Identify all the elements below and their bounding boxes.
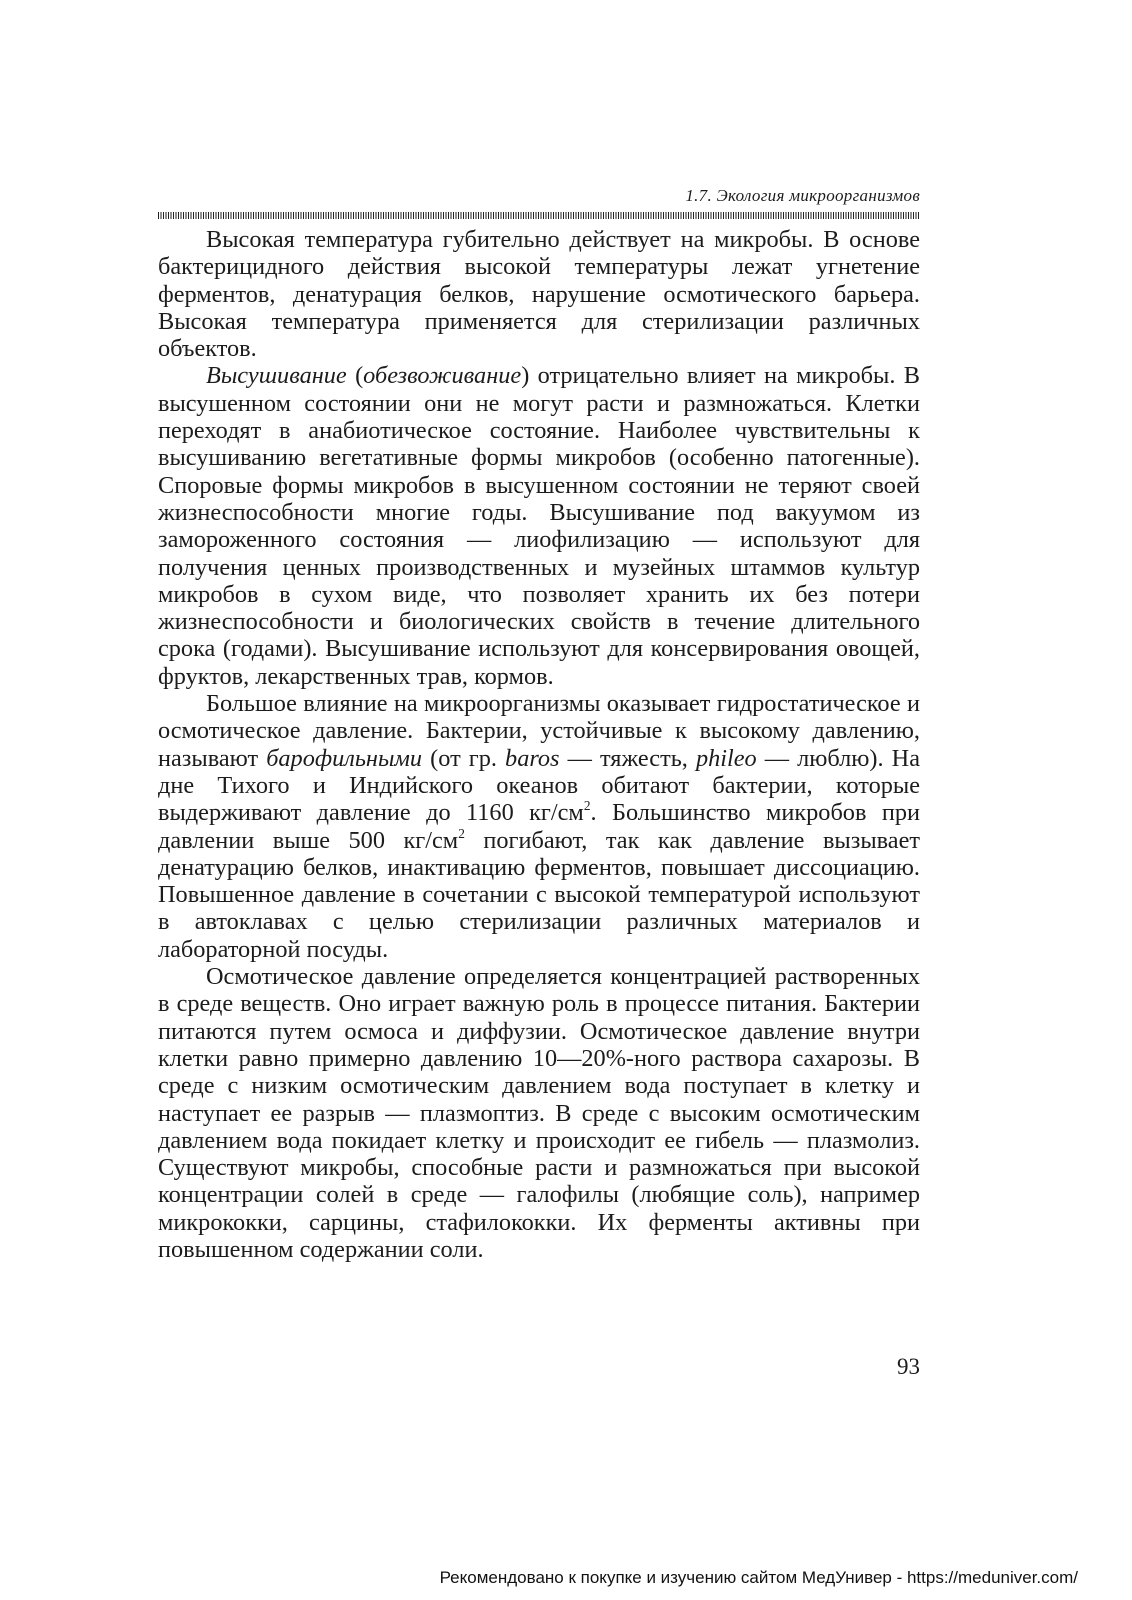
paragraph-high-temperature: Высокая температура губительно действует на микробы. В основе бактерицидного действия высокой температуры лежат угнетение ферментов, денатурация белков, нарушение осмотического барьера. Высокая температура применяется для стерилизации различных объектов.: [158, 226, 920, 363]
page-number: 93: [897, 1354, 920, 1379]
paragraph-osmotic: Осмотическое давление определяется концентрацией растворенных в среде веществ. Оно играет важную роль в процессе питания. Бактерии питаются путем осмоса и диффузии. Осмотическое давление внутри клетки равно примерно давлению 10—20%-ного раствора сахарозы. В среде с низким осмотическим давлением вода поступает в клетку и наступает ее разрыв — плазмоптиз. В среде с высоким осмотическим давлением вода покидает клетку и происходит ее гибель — плазмолиз. Существуют микробы, способные расти и размножаться при высокой концентрации солей в среде — галофилы (любящие соль), например микрококки, сарцины, стафилококки. Их ферменты активны при повышенном содержании соли.: [158, 963, 920, 1263]
text-fragment: — тяжесть,: [559, 744, 696, 772]
term-barophilic: барофильными: [266, 744, 423, 772]
paragraph-pressure: [158, 690, 920, 963]
running-head: 1.7. Экология микроорганизмов: [685, 186, 920, 205]
greek-word-phileo: phileo: [695, 744, 757, 772]
footer-note: Рекомендовано к покупке и изучению сайтом МедУнивер - https://meduniver.com/: [439, 1568, 1078, 1587]
superscript: 2: [458, 825, 465, 841]
header-rule: [158, 212, 920, 219]
text-fragment: Большое влияние на микроорганизмы оказывает гидростатическое и осмотическое давление. Бактерии, устойчивые к высокому давлению, называют: [158, 690, 920, 772]
term-drying: Высушивание: [206, 362, 347, 390]
paragraph-drying: [158, 362, 920, 690]
text-fragment: . Большинство микробов при давлении выше 500 кг/см: [158, 799, 920, 854]
greek-word-baros: baros: [505, 744, 560, 772]
main-text: [158, 226, 920, 1263]
superscript: 2: [583, 798, 591, 814]
text-fragment: — люблю). На дне Тихого и Индийского океанов обитают бактерии, которые выдерживают давление до 1160 кг/см: [158, 744, 921, 827]
text-fragment: погибают, так как давление вызывает денатурацию белков, инактивацию ферментов, повышает диссоциацию. Повышенное давление в сочетании с высокой температурой используют в автоклавах с целью стерилизации различных материалов и лабораторной посуды.: [158, 826, 920, 963]
term-dehydration: обезвоживание: [363, 362, 522, 390]
text-fragment: (от гр.: [422, 744, 506, 772]
text-fragment: ) отрицательно влияет на микробы. В высушенном состоянии они не могут расти и размножаться. Клетки переходят в анабиотическое состояние. Наиболее чувствительны к высушиванию вегетативные формы микробов (особенно патогенные). Споровые формы микробов в высушенном состоянии не теряют своей жизнеспособности многие годы. Высушивание под вакуумом из замороженного состояния — лиофилизацию — используют для получения ценных производственных и музейных штаммов культур микробов в сухом виде, что позволяет хранить их без потери жизнеспособности и биологических свойств в течение длительного срока (годами). Высушивание используют для консервирования овощей, фруктов, лекарственных трав, кормов.: [158, 362, 920, 690]
text-fragment: (: [346, 362, 364, 390]
